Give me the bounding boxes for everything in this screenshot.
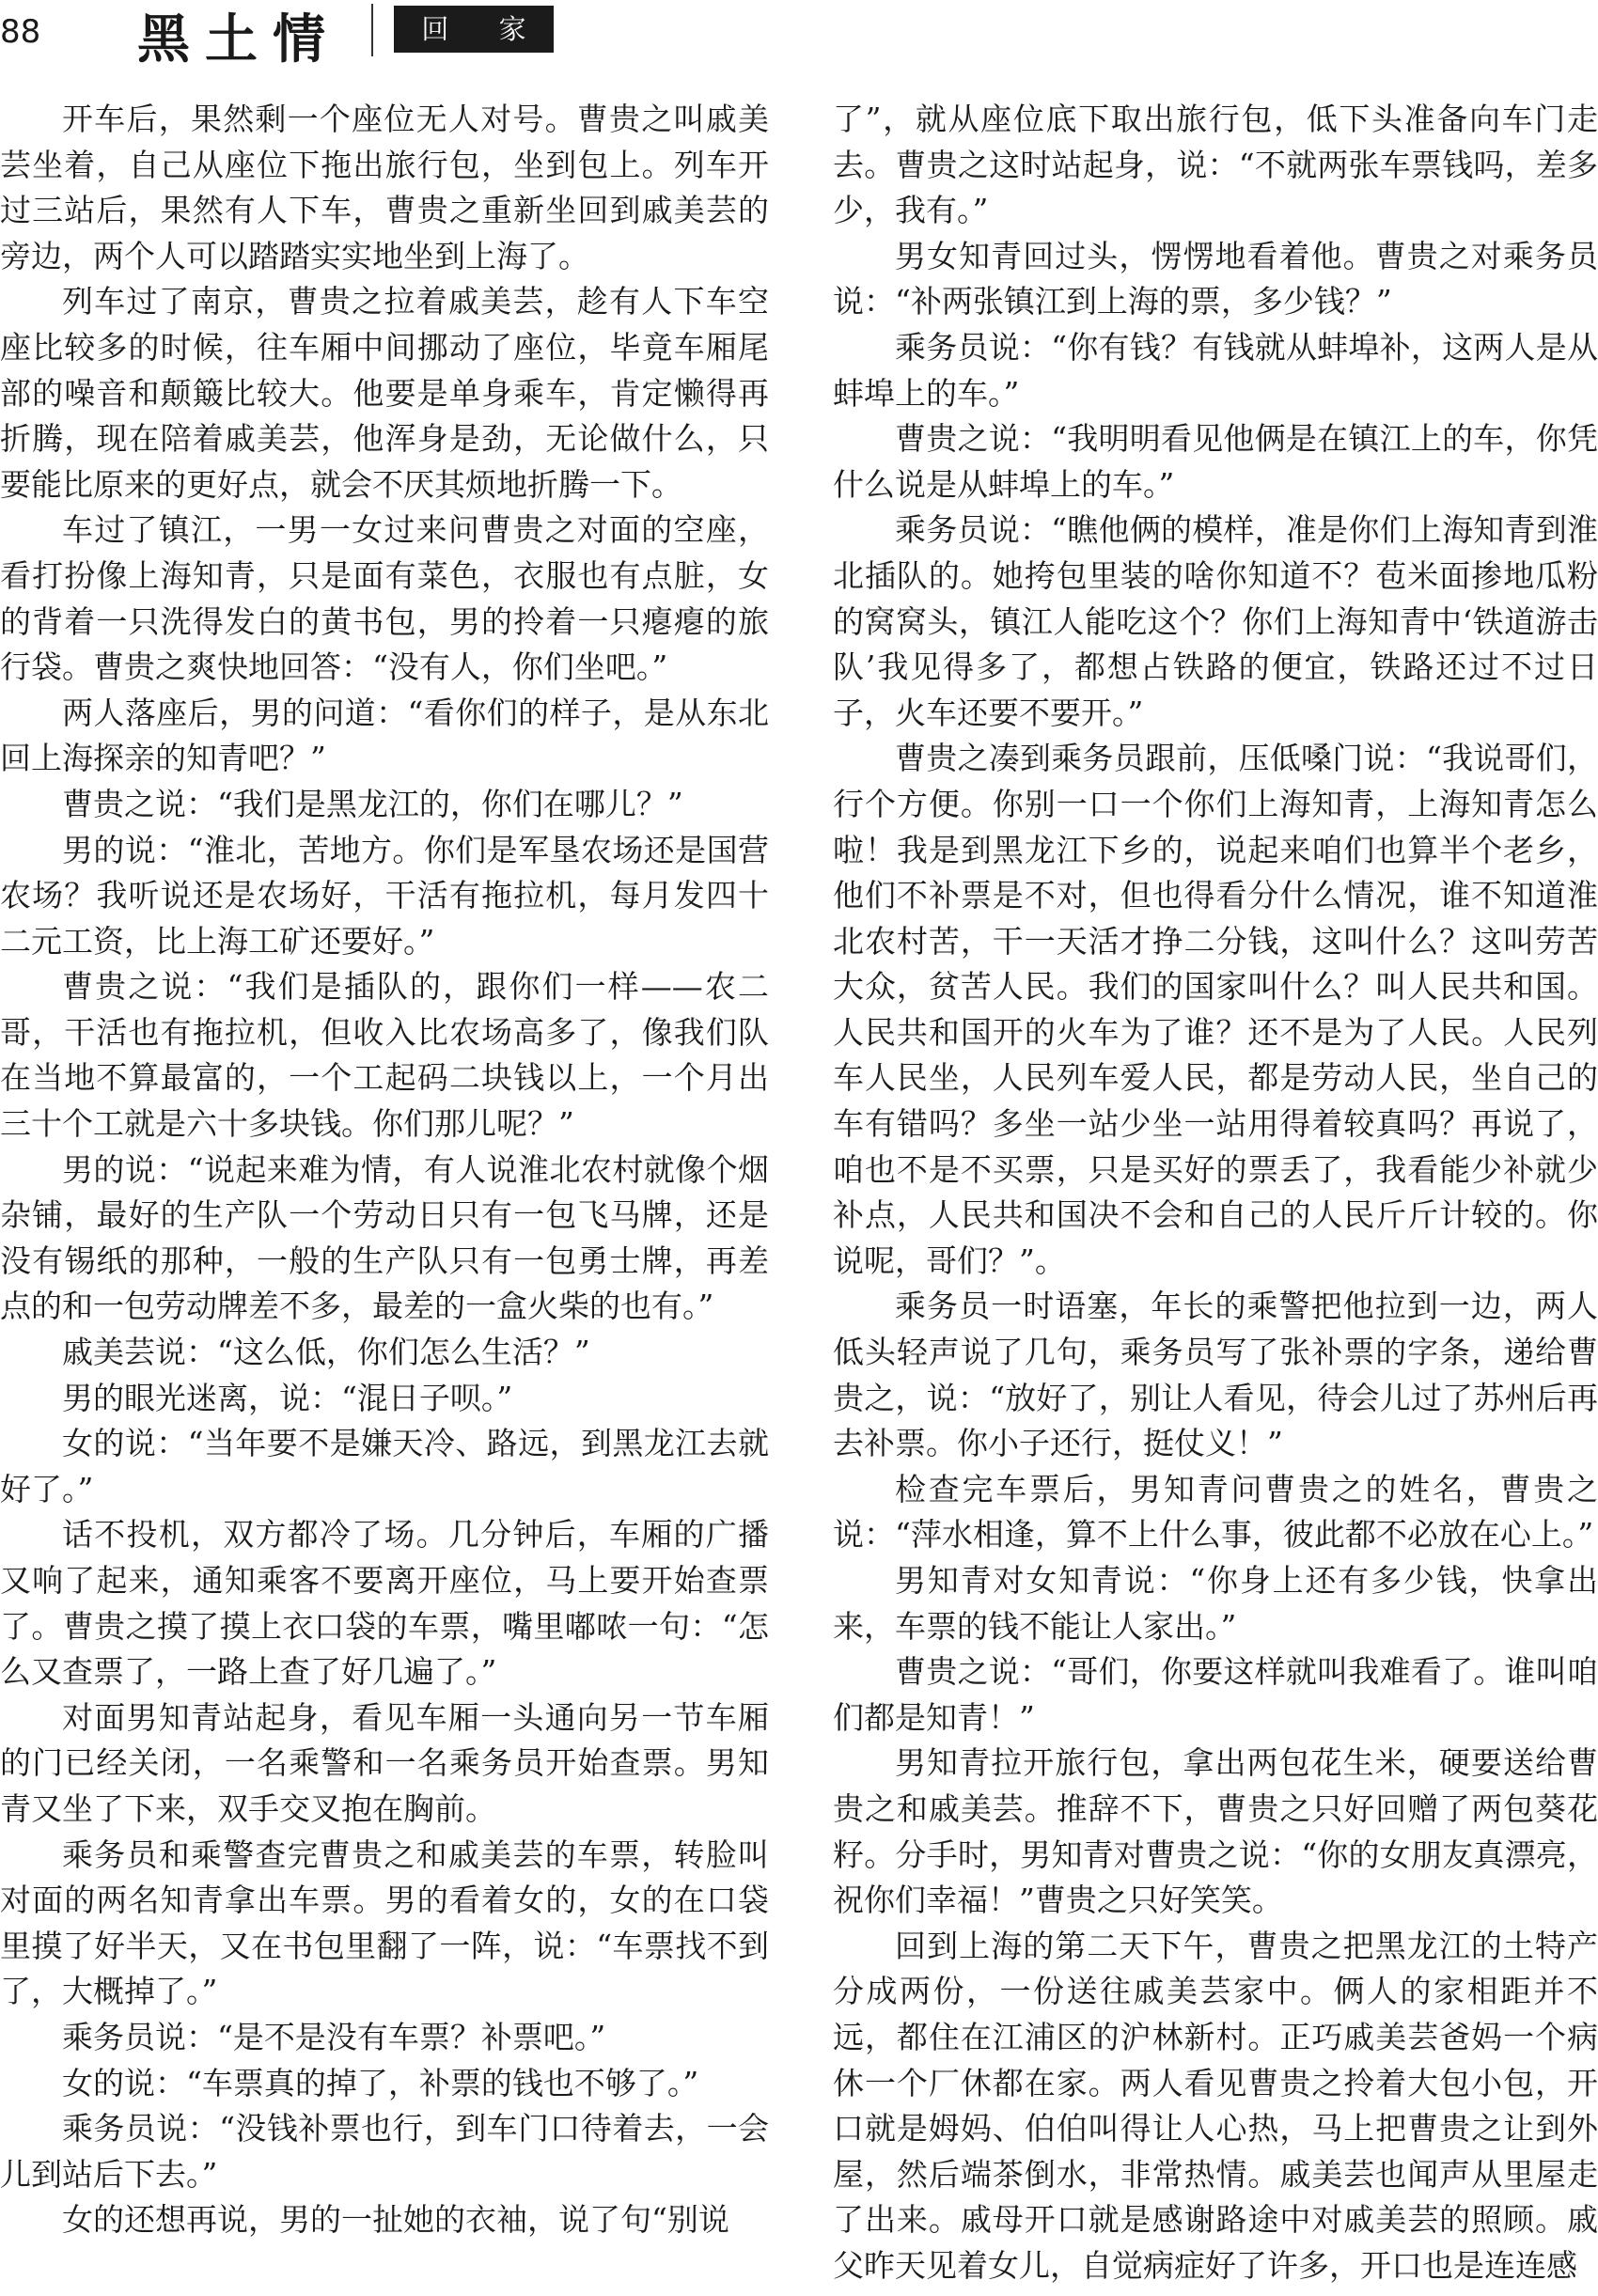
paragraph: 乘务员说：“你有钱？有钱就从蚌埠补，这两人是从蚌埠上的车。” bbox=[833, 328, 1598, 412]
paragraph: 对面男知青站起身，看见车厢一头通向另一节车厢的门已经关闭，一名乘警和一名乘务员开始查票。男知青又坐了下来，双手交叉抱在胸前。 bbox=[0, 1698, 769, 1827]
paragraph: 女的还想再说，男的一扯她的衣袖，说了句“别说 bbox=[62, 2201, 729, 2239]
paragraph: 戚美芸说：“这么低，你们怎么生活？” bbox=[62, 1334, 590, 1371]
paragraph: 曹贵之说：“我们是黑龙江的，你们在哪儿？” bbox=[62, 785, 683, 822]
paragraph: 检查完车票后，男知青问曹贵之的姓名，曹贵之说：“萍水相逢，算不上什么事，彼此都不必放在心上。” bbox=[833, 1470, 1598, 1554]
header-divider bbox=[371, 4, 373, 56]
paragraph: 了”，就从座位底下取出旅行包，低下头准备向车门走去。曹贵之这时站起身，说：“不就两张车票钱吗，差多少，我有。” bbox=[833, 101, 1598, 229]
paragraph: 话不投机，双方都冷了场。几分钟后，车厢的广播又响了起来，通知乘客不要离开座位，马上要开始查票了。曹贵之摸了摸上衣口袋的车票，嘴里嘟哝一句：“怎么又查票了，一路上查了好几遍了。” bbox=[0, 1516, 769, 1691]
paragraph: 曹贵之说：“哥们，你要这样就叫我难看了。谁叫咱们都是知青！” bbox=[833, 1653, 1598, 1736]
page-header bbox=[0, 0, 1598, 70]
left-column bbox=[0, 97, 769, 2243]
paragraph: 男的说：“淮北，苦地方。你们是军垦农场还是国营农场？我听说还是农场好，干活有拖拉机，每月发四十二元工资，比上海工矿还要好。” bbox=[0, 831, 769, 960]
paragraph: 曹贵之说：“我们是插队的，跟你们一样——农二哥，干活也有拖拉机，但收入比农场高多了，像我们队在当地不算最富的，一个工起码二块钱以上，一个月出三十个工就是六十多块钱。你们那儿呢？” bbox=[0, 968, 769, 1143]
paragraph: 车过了镇江，一男一女过来问曹贵之对面的空座，看打扮像上海知青，只是面有菜色，衣服也有点脏，女的背着一只洗得发白的黄书包，男的拎着一只瘪瘪的旅行袋。曹贵之爽快地回答：“没有人，你们坐吧。” bbox=[0, 511, 769, 686]
paragraph: 男知青对女知青说：“你身上还有多少钱，快拿出来，车票的钱不能让人家出。” bbox=[833, 1562, 1598, 1645]
paragraph: 男的眼光迷离，说：“混日子呗。” bbox=[62, 1379, 513, 1416]
paragraph: 曹贵之凑到乘务员跟前，压低嗓门说：“我说哥们，行个方便。你别一口一个你们上海知青，上海知青怎么啦！我是到黑龙江下乡的，说起来咱们也算半个老乡，他们不补票是不对，但也得看分什么情况，谁不知道淮北农村苦，干一天活才挣二分钱，这叫什么？这叫劳苦大众，贫苦人民。我们的国家叫什么？叫人民共和国。人民共和国开的火车为了谁？还不是为了人民。人民列车人民坐，人民列车爱人民，都是劳动人民，坐自己的车有错吗？多坐一站少坐一站用得着较真吗？再说了，咱也不是不买票，只是买好的票丢了，我看能少补就少补点，人民共和国决不会和自己的人民斤斤计较的。你说呢，哥们？”。 bbox=[833, 740, 1598, 1279]
paragraph: 乘务员说：“瞧他俩的模样，准是你们上海知青到淮北插队的。她挎包里装的啥你知道不？苞米面掺地瓜粉的窝窝头，镇江人能吃这个？你们上海知青中‘铁道游击队’我见得多了，都想占铁路的便宜，铁路还过不过日子，火车还要不要开。” bbox=[833, 511, 1598, 731]
paragraph: 开车后，果然剩一个座位无人对号。曹贵之叫戚美芸坐着，自己从座位下拖出旅行包，坐到包上。列车开过三站后，果然有人下车，曹贵之重新坐回到戚美芸的旁边，两个人可以踏踏实实地坐到上海了。 bbox=[0, 101, 769, 274]
paragraph: 乘务员和乘警查完曹贵之和戚美芸的车票，转脸叫对面的两名知青拿出车票。男的看着女的，女的在口袋里摸了好半天，又在书包里翻了一阵，说：“车票找不到了，大概掉了。” bbox=[0, 1835, 769, 2010]
page-number: 88 bbox=[0, 13, 41, 51]
paragraph: 男的说：“说起来难为情，有人说淮北农村就像个烟杂铺，最好的生产队一个劳动日只有一包飞马牌，还是没有锡纸的那种，一般的生产队只有一包勇士牌，再差点的和一包劳动牌差不多，最差的一盒火柴的也有。” bbox=[0, 1150, 769, 1325]
paragraph: 回到上海的第二天下午，曹贵之把黑龙江的土特产分成两份，一份送往戚美芸家中。俩人的家相距并不远，都住在江浦区的沪林新村。正巧戚美芸爸妈一个病休一个厂休都在家。两人看见曹贵之拎着大包小包，开口就是姆妈、伯伯叫得让人心热，马上把曹贵之让到外屋，然后端茶倒水，非常热情。戚美芸也闻声从里屋走了出来。戚母开口就是感谢路途中对戚美芸的照顾。戚父昨天见着女儿，自觉病症好了许多，开口也是连连感 bbox=[833, 1927, 1598, 2284]
section-tag: 回 家 bbox=[394, 6, 554, 53]
paragraph: 曹贵之说：“我明明看见他俩是在镇江上的车，你凭什么说是从蚌埠上的车。” bbox=[833, 420, 1598, 503]
paragraph: 乘务员一时语塞，年长的乘警把他拉到一边，两人低头轻声说了几句，乘务员写了张补票的字条，递给曹贵之，说：“放好了，别让人看见，待会儿过了苏州后再去补票。你小子还行，挺仗义！” bbox=[833, 1288, 1598, 1462]
right-column bbox=[833, 97, 1598, 2289]
magazine-title: 黑土情 bbox=[137, 8, 340, 70]
paragraph: 列车过了南京，曹贵之拉着戚美芸，趁有人下车空座比较多的时候，往车厢中间挪动了座位，毕竟车厢尾部的噪音和颠簸比较大。他要是单身乘车，肯定懒得再折腾，现在陪着戚美芸，他浑身是劲，无论做什么，只要能比原来的更好点，就会不厌其烦地折腾一下。 bbox=[0, 283, 769, 503]
paragraph: 两人落座后，男的问道：“看你们的样子，是从东北回上海探亲的知青吧？” bbox=[0, 694, 769, 777]
paragraph: 女的说：“当年要不是嫌天冷、路远，到黑龙江去就好了。” bbox=[0, 1425, 769, 1507]
paragraph: 乘务员说：“没钱补票也行，到车门口待着去，一会儿到站后下去。” bbox=[0, 2110, 769, 2193]
paragraph: 男知青拉开旅行包，拿出两包花生米，硬要送给曹贵之和戚美芸。推辞不下，曹贵之只好回赠了两包葵花籽。分手时，男知青对曹贵之说：“你的女朋友真漂亮，祝你们幸福！”曹贵之只好笑笑。 bbox=[833, 1744, 1598, 1919]
paragraph: 男女知青回过头，愣愣地看着他。曹贵之对乘务员说：“补两张镇江到上海的票，多少钱？” bbox=[833, 237, 1598, 320]
paragraph: 乘务员说：“是不是没有车票？补票吧。” bbox=[62, 2018, 606, 2055]
paragraph: 女的说：“车票真的掉了，补票的钱也不够了。” bbox=[62, 2064, 699, 2101]
